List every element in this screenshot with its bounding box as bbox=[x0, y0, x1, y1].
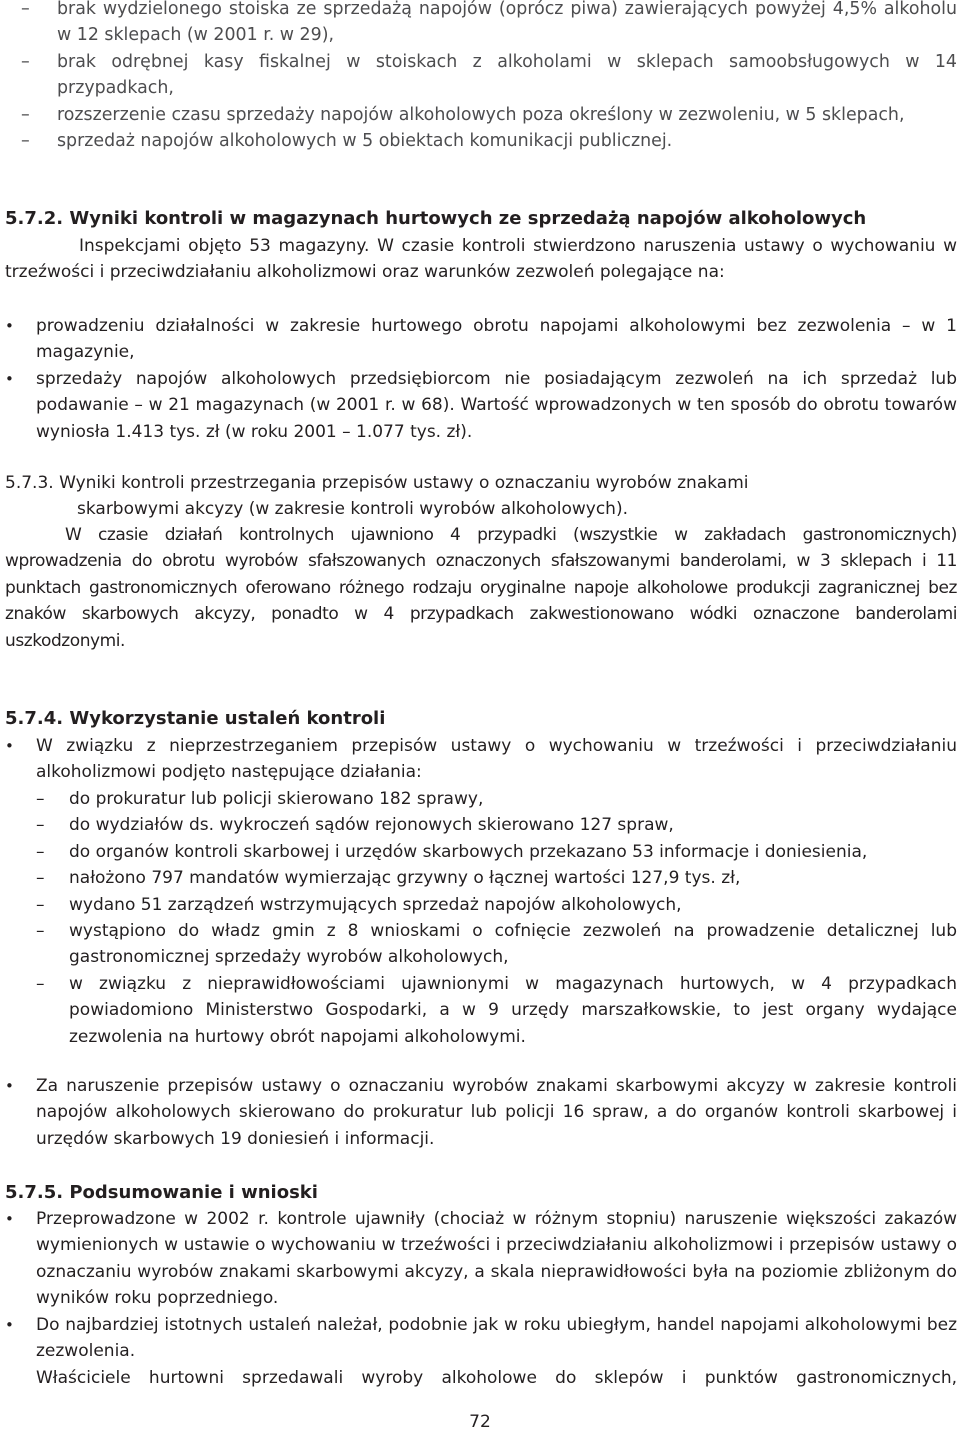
section-heading-573-cont: skarbowymi akcyzy (w zakresie kontroli wyrobów alkoholowych). bbox=[77, 499, 628, 519]
section-575-continuation: Właściciele hurtowni sprzedawali wyroby alkoholowe do sklepów i punktów gastronomicznych, bbox=[36, 1368, 957, 1388]
list-item-text: do organów kontroli skarbowej i urzędów skarbowych przekazano 53 informacje i doniesienia, bbox=[69, 841, 868, 862]
list-item bbox=[0, 128, 957, 154]
bullet-marker: • bbox=[5, 1315, 14, 1334]
list-item-text: rozszerzenie czasu sprzedaży napojów alkoholowych poza określony w zezwoleniu, w 5 sklepach, bbox=[57, 104, 905, 125]
list-item bbox=[5, 971, 957, 1050]
list-item-text: do prokuratur lub policji skierowano 182 sprawy, bbox=[69, 789, 484, 809]
violations-list bbox=[0, 0, 957, 154]
section-573-paragraph: W czasie działań kontrolnych ujawniono 4 przypadki (wszystkie w zakładach gastronomicznych) wprowadzenia do obrotu wyrobów sfałszowanych oznaczonych sfałszowanymi banderolami, w 3 sklepach i 11 punktach gastronomicznych oferowano różnego rodzaju oryginalne napoje alkoholowe produkcji zagranicznej bez znaków skarbowych akcyzy, ponadto w 4 przypadkach zakwestionowano wódki oznaczone banderolami uszkodzonymi. bbox=[5, 525, 957, 651]
dash-marker: – bbox=[36, 973, 45, 994]
section-572-list bbox=[5, 313, 957, 445]
dash-marker: – bbox=[36, 921, 45, 942]
actions-list bbox=[5, 786, 957, 1050]
section-574-list bbox=[5, 733, 957, 786]
list-item-text: nałożono 797 mandatów wymierzając grzywny o łącznej wartości 127,9 tys. zł, bbox=[69, 868, 741, 889]
list-item-text: prowadzeniu działalności w zakresie hurtowego obrotu napojami alkoholowymi bez zezwolenia – w 1 magazynie, bbox=[36, 316, 957, 363]
list-item bbox=[5, 786, 957, 812]
list-item bbox=[5, 313, 957, 366]
section-heading-573: 5.7.3. Wyniki kontroli przestrzegania przepisów ustawy o oznaczaniu wyrobów znakami bbox=[5, 473, 749, 493]
list-item bbox=[0, 49, 957, 102]
bullet-marker: • bbox=[5, 317, 14, 335]
list-item bbox=[0, 102, 957, 128]
dash-marker: – bbox=[36, 841, 45, 862]
section-heading-575: 5.7.5. Podsumowanie i wnioski bbox=[5, 1182, 318, 1203]
bullet-marker: • bbox=[5, 1210, 14, 1228]
list-item bbox=[5, 1073, 957, 1152]
dash-marker: – bbox=[36, 815, 45, 836]
list-item bbox=[5, 839, 957, 865]
list-item-text: w związku z nieprawidłowościami ujawnionymi w magazynach hurtowych, w 4 przypadkach powiadomiono Ministerstwo Gospodarki, a w 9 urzędy marszałkowskie, to jest organy wydające zezwolenia na hurtowy obrót napojami alkoholowymi. bbox=[69, 973, 957, 1047]
bullet-marker: • bbox=[5, 737, 14, 755]
dash-marker: – bbox=[36, 789, 45, 809]
section-572-intro bbox=[5, 233, 957, 286]
dash-marker: – bbox=[21, 51, 30, 72]
list-item-text: sprzedaży napojów alkoholowych przedsiębiorcom nie posiadającym zezwoleń na ich sprzedaż lub podawanie – w 21 magazynach (w 2001 r. w 68). Wartość wprowadzonych w ten sposób do obrotu towarów wyniosła 1.413 tys. zł (w roku 2001 – 1.077 tys. zł). bbox=[36, 368, 957, 442]
dash-marker: – bbox=[21, 0, 30, 19]
dash-marker: – bbox=[36, 868, 45, 889]
bullet-marker: • bbox=[5, 1077, 14, 1095]
bullet-marker: • bbox=[5, 369, 14, 388]
dash-marker: – bbox=[36, 894, 45, 915]
dash-marker: – bbox=[21, 104, 30, 125]
list-item-text: brak wydzielonego stoiska ze sprzedażą napojów (oprócz piwa) zawierających powyżej 4,5% alkoholu w 12 sklepach (w 2001 r. w 29), bbox=[57, 0, 957, 46]
list-item bbox=[5, 812, 957, 838]
list-item bbox=[0, 0, 957, 49]
list-item-text: W związku z nieprzestrzeganiem przepisów ustawy o wychowaniu w trzeźwości i przeciwdziałaniu alkoholizmowi podjęto następujące działania: bbox=[36, 736, 957, 783]
section-574-list-2 bbox=[5, 1073, 957, 1152]
intro-text: Inspekcjami objęto 53 magazyny. W czasie kontroli stwierdzono naruszenia ustawy o wychowaniu w trzeźwości i przeciwdziałaniu alkoholizmowi oraz warunków zezwoleń polegające na: bbox=[5, 236, 957, 283]
dash-marker: – bbox=[21, 131, 30, 152]
list-item bbox=[5, 1206, 957, 1312]
list-item bbox=[5, 865, 957, 891]
list-item-text: wydano 51 zarządzeń wstrzymujących sprzedaż napojów alkoholowych, bbox=[69, 894, 682, 915]
list-item-text: do wydziałów ds. wykroczeń sądów rejonowych skierowano 127 spraw, bbox=[69, 815, 674, 836]
list-item-text: sprzedaż napojów alkoholowych w 5 obiektach komunikacji publicznej. bbox=[57, 131, 673, 152]
list-item-text: wystąpiono do władz gmin z 8 wnioskami o cofnięcie zezwoleń na prowadzenie detalicznej lub gastronomicznej sprzedaży wyrobów alkoholowych, bbox=[69, 921, 957, 968]
list-item bbox=[5, 1312, 957, 1365]
section-575-list bbox=[5, 1206, 957, 1364]
list-item-text: Za naruszenie przepisów ustawy o oznaczaniu wyrobów znakami skarbowymi akcyzy w zakresie kontroli napojów alkoholowych skierowano do prokuratur lub policji 16 spraw, a do organów kontroli skarbowej i urzędów skarbowych 19 doniesień i informacji. bbox=[36, 1076, 957, 1149]
page-number: 72 bbox=[469, 1412, 491, 1432]
section-heading-572: 5.7.2. Wyniki kontroli w magazynach hurtowych ze sprzedażą napojów alkoholowych bbox=[5, 208, 867, 229]
list-item bbox=[5, 918, 957, 971]
list-item-text: Do najbardziej istotnych ustaleń należał, podobnie jak w roku ubiegłym, handel napojami alkoholowymi bez zezwolenia. bbox=[36, 1314, 957, 1362]
list-item-text: brak odrębnej kasy fiskalnej w stoiskach z alkoholami w sklepach samoobsługowych w 14 przypadkach, bbox=[57, 51, 957, 99]
list-item bbox=[5, 366, 957, 445]
list-item bbox=[5, 733, 957, 786]
list-item bbox=[5, 892, 957, 918]
section-heading-574: 5.7.4. Wykorzystanie ustaleń kontroli bbox=[5, 708, 386, 729]
list-item-text: Przeprowadzone w 2002 r. kontrole ujawniły (chociaż w różnym stopniu) naruszenie większości zakazów wymienionych w ustawie o wychowaniu w trzeźwości i przeciwdziałaniu alkoholizmowi i przepisów ustawy o oznaczaniu wyrobów znakami skarbowymi akcyzy, a skala nieprawidłowości była na poziomie zbliżonym do wyników roku poprzedniego. bbox=[36, 1209, 957, 1309]
